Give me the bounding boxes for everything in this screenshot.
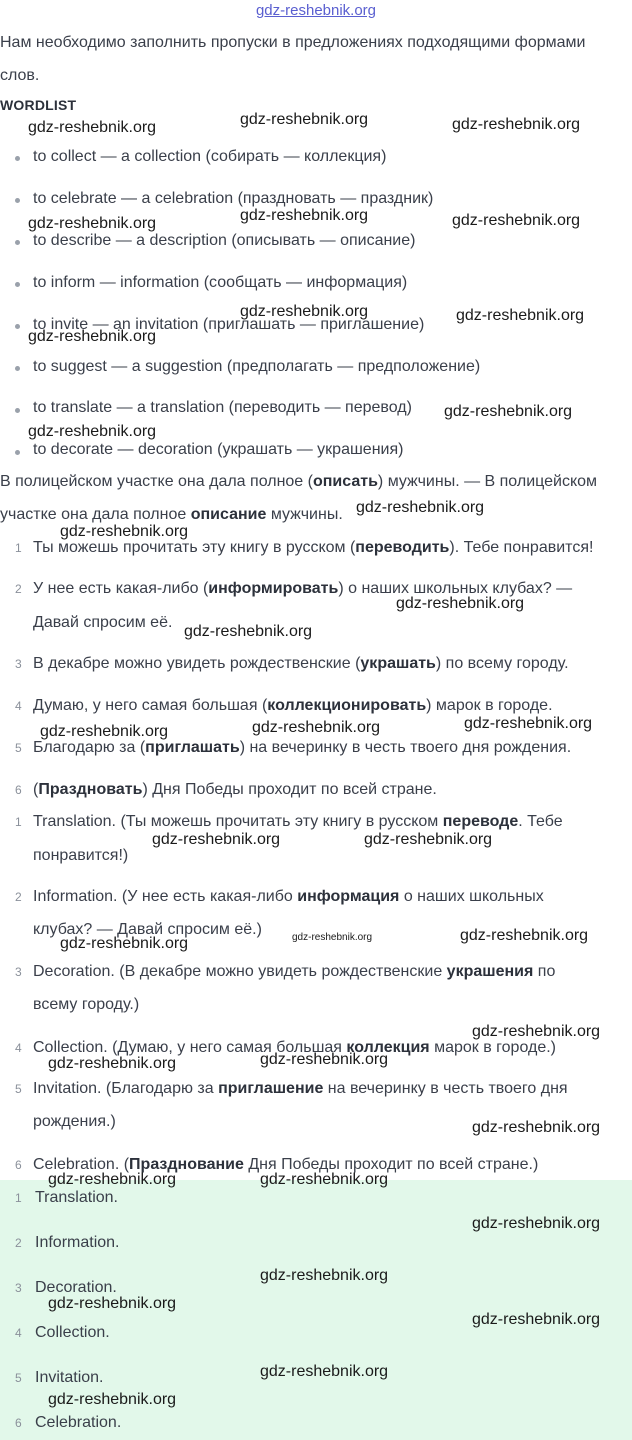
watermark: gdz-reshebnik.org [472,1119,601,1136]
watermark: gdz-reshebnik.org [28,328,157,345]
watermark: gdz-reshebnik.org [48,1391,177,1408]
watermark: gdz-reshebnik.org [396,595,525,612]
bullet-icon [15,156,20,161]
bullet-icon [15,240,20,245]
watermark: gdz-reshebnik.org [364,831,493,848]
watermark: gdz-reshebnik.org [472,1215,601,1232]
watermark: gdz-reshebnik.org [260,1171,389,1188]
watermark: gdz-reshebnik.org [240,207,369,224]
watermark: gdz-reshebnik.org [40,723,169,740]
wordlist-item: to inform — information (сообщать — информация) [33,274,408,291]
watermark: gdz-reshebnik.org [464,715,593,732]
solution-item: Invitation. (Благодарю за приглашение на вечеринку в честь твоего дня [33,1080,568,1097]
bullet-icon [15,198,20,203]
task-item: У нее есть какая-либо (информировать) о наших школьных клубах? — [33,580,573,597]
intro-line-1: Нам необходимо заполнить пропуски в предложениях подходящими формами [0,34,586,51]
bullet-icon [15,324,20,329]
watermark: gdz-reshebnik.org [252,719,381,736]
wordlist-item: to decorate — decoration (украшать — украшения) [33,441,404,458]
bullet-icon [15,450,20,455]
task-item: Благодарю за (приглашать) на вечеринку в честь твоего дня рождения. [33,739,572,756]
wordlist-item: to collect — a collection (собирать — коллекция) [33,148,387,165]
watermark: gdz-reshebnik.org [240,303,369,320]
watermark: gdz-reshebnik.org [48,1055,177,1072]
example-line-1: В полицейском участке она дала полное (описать) мужчины. — В полицейском [0,473,598,490]
task-item: Ты можешь прочитать эту книгу в русском (переводить). Тебе понравится! [33,539,594,556]
task-number: 4 [15,699,22,713]
watermark: gdz-reshebnik.org [452,212,581,229]
solution-number: 2 [15,890,22,904]
example-line-2: участке она дала полное описание мужчины. [0,506,343,523]
solution-item: Celebration. (Празднование Дня Победы проходит по всей стране.) [33,1156,539,1173]
watermark: gdz-reshebnik.org [456,307,585,324]
solution-item: Information. (У нее есть какая-либо информация о наших школьных [33,888,544,905]
answer-number: 6 [15,1416,22,1430]
watermark: gdz-reshebnik.org [240,111,369,128]
bullet-icon [15,366,20,371]
wordlist-item: to translate — a translation (переводить — перевод) [33,399,412,416]
solution-number: 4 [15,1041,22,1055]
task-number: 3 [15,657,22,671]
watermark: gdz-reshebnik.org [184,623,313,640]
intro-line-2: слов. [0,67,40,84]
watermark: gdz-reshebnik.org [28,119,157,136]
answer-number: 1 [15,1191,22,1205]
answer-item: Translation. [35,1189,118,1206]
answer-item: Celebration. [35,1414,122,1431]
watermark: gdz-reshebnik.org [60,523,189,540]
solution-number: 3 [15,965,22,979]
bullet-icon [15,282,20,287]
watermark: gdz-reshebnik.org [292,932,373,943]
watermark: gdz-reshebnik.org [28,423,157,440]
solution-item-line-2: рождения.) [33,1113,116,1130]
task-item: Думаю, у него самая большая (коллекционировать) марок в городе. [33,697,553,714]
task-item-line-2: Давай спросим её. [33,614,173,631]
watermark: gdz-reshebnik.org [452,116,581,133]
answer-number: 4 [15,1326,22,1340]
task-number: 2 [15,582,22,596]
watermark: gdz-reshebnik.org [48,1295,177,1312]
watermark: gdz-reshebnik.org [60,935,189,952]
wordlist-title: WORDLIST [0,97,77,113]
answer-number: 3 [15,1281,22,1295]
wordlist-item: to celebrate — a celebration (праздновать — праздник) [33,190,434,207]
answer-item: Information. [35,1234,120,1251]
task-item: (Праздновать) Дня Победы проходит по всей стране. [33,781,437,798]
task-number: 6 [15,783,22,797]
task-number: 5 [15,741,22,755]
watermark: gdz-reshebnik.org [472,1023,601,1040]
watermark: gdz-reshebnik.org [152,831,281,848]
task-item: В декабре можно увидеть рождественские (украшать) по всему городу. [33,655,569,672]
answer-item: Decoration. [35,1279,117,1296]
solution-item: Translation. (Ты можешь прочитать эту книгу в русском переводе. Тебе [33,813,563,830]
watermark: gdz-reshebnik.org [28,215,157,232]
watermark: gdz-reshebnik.org [260,1363,389,1380]
solution-item-line-2: понравится!) [33,847,129,864]
answer-number: 5 [15,1371,22,1385]
watermark: gdz-reshebnik.org [460,927,589,944]
wordlist-item: to invite — an invitation (приглашать — приглашение) [33,316,425,333]
site-link[interactable]: gdz-reshebnik.org [255,2,377,19]
watermark: gdz-reshebnik.org [356,499,485,516]
solution-item: Decoration. (В декабре можно увидеть рождественские украшения по [33,963,556,980]
watermark: gdz-reshebnik.org [444,403,573,420]
wordlist-item: to describe — a description (описывать — описание) [33,232,416,249]
wordlist-item: to suggest — a suggestion (предполагать — предположение) [33,358,481,375]
watermark: gdz-reshebnik.org [472,1311,601,1328]
watermark: gdz-reshebnik.org [48,1171,177,1188]
solution-number: 1 [15,815,22,829]
solution-item: Collection. (Думаю, у него самая большая коллекция марок в городе.) [33,1039,556,1056]
answer-item: Invitation. [35,1369,104,1386]
solution-number: 6 [15,1158,22,1172]
solution-number: 5 [15,1082,22,1096]
task-number: 1 [15,541,22,555]
watermark: gdz-reshebnik.org [260,1051,389,1068]
bullet-icon [15,408,20,413]
solution-item-line-2: клубах? — Давай спросим её.) [33,921,262,938]
answer-item: Collection. [35,1324,110,1341]
watermark: gdz-reshebnik.org [260,1267,389,1284]
answer-number: 2 [15,1236,22,1250]
solution-item-line-2: всему городу.) [33,996,140,1013]
